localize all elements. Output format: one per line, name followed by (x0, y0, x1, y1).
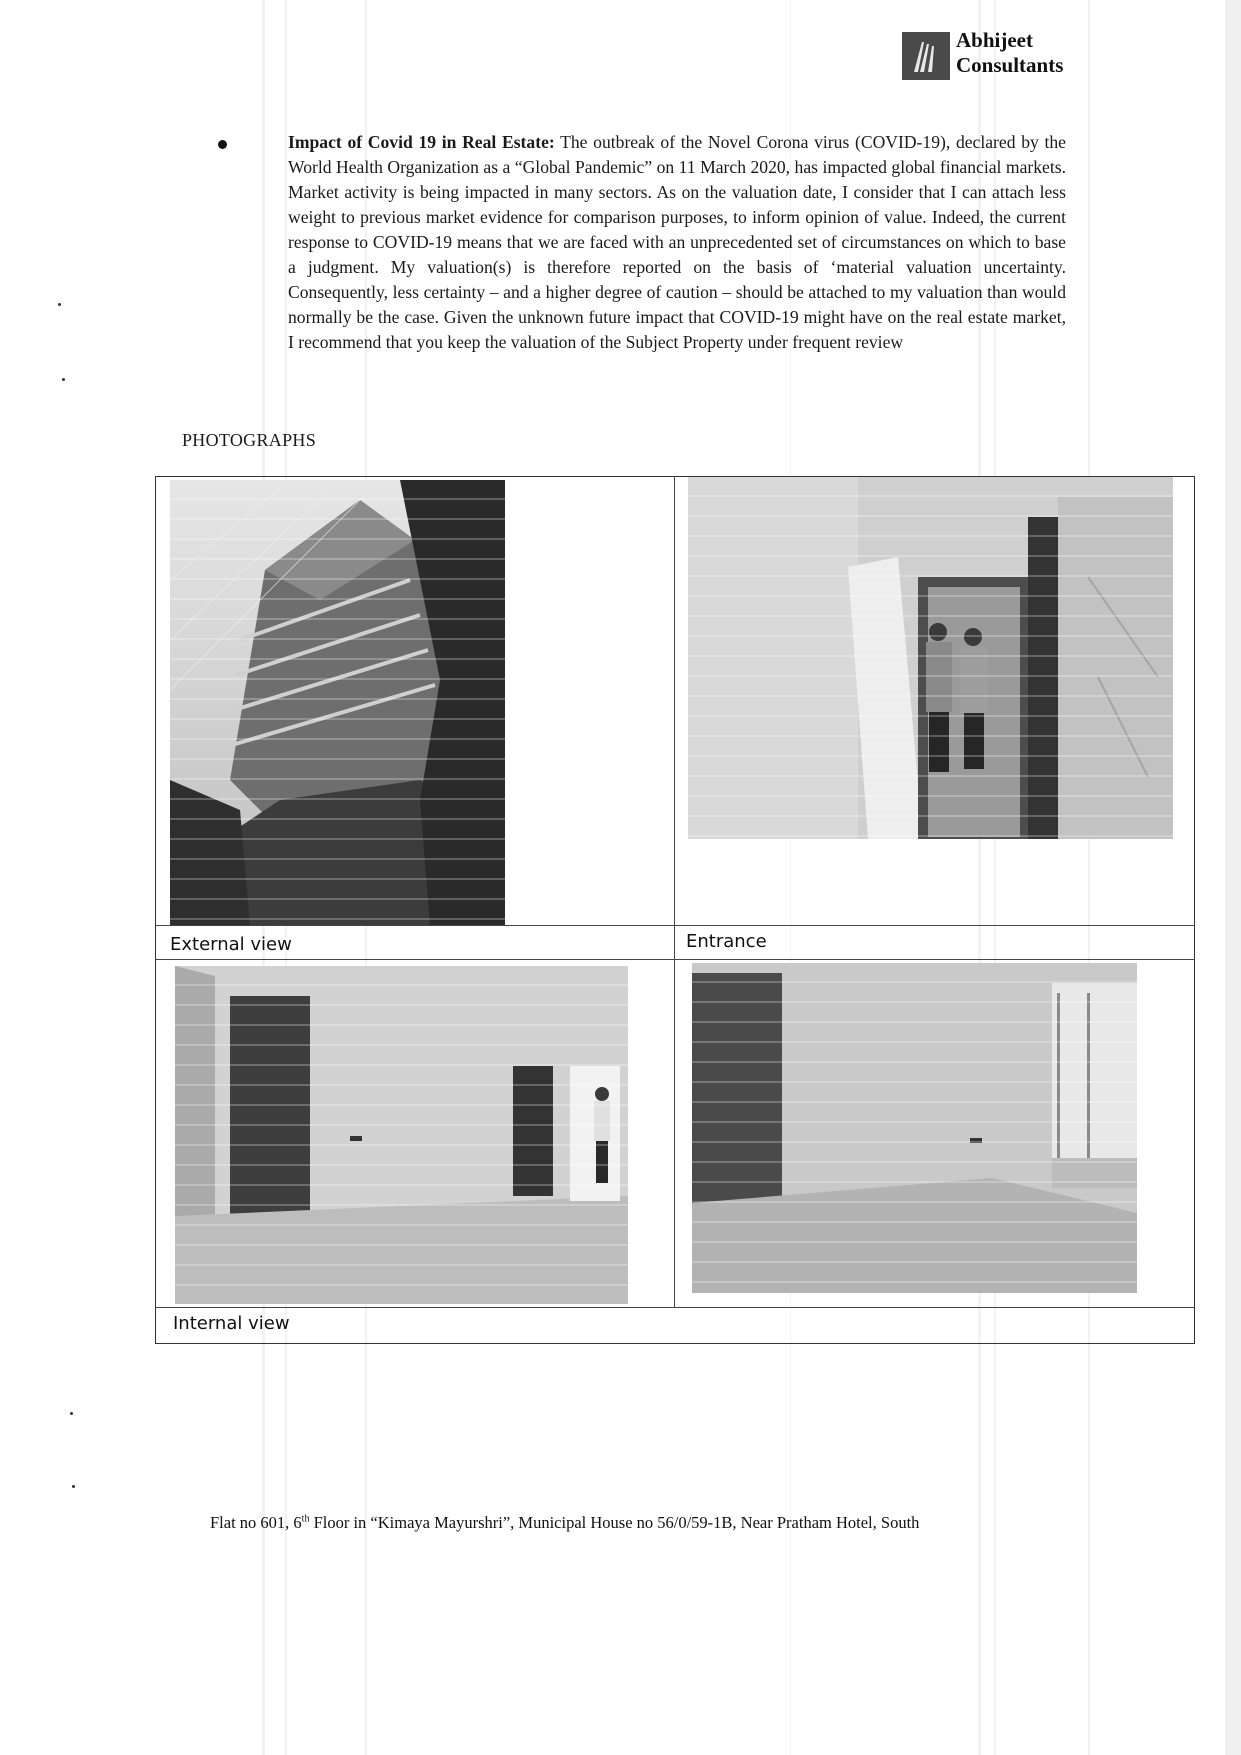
scan-streak (1225, 0, 1241, 1755)
company-logo (902, 28, 1063, 80)
caption-external-view: External view (170, 934, 292, 955)
entrance-photo (688, 477, 1173, 839)
internal-view-photo-1 (175, 966, 628, 1304)
footer-superscript: th (301, 1513, 310, 1525)
scan-speck (72, 1485, 75, 1488)
table-row-divider (155, 959, 1195, 960)
internal-view-photo-2 (692, 963, 1137, 1293)
table-column-divider (674, 476, 675, 1308)
footer-text-end: Floor in “Kimaya Mayurshri”, Municipal House no 56/0/59-1B, Near Pratham Hotel, South (309, 1513, 920, 1532)
bullet-point (218, 140, 227, 149)
company-name-line1: Abhijeet (956, 28, 1033, 52)
caption-entrance: Entrance (686, 931, 767, 952)
photographs-heading: PHOTOGRAPHS (182, 430, 317, 450)
table-row-divider (155, 1307, 1195, 1308)
footer-text-start: Flat no 601, 6 (210, 1513, 302, 1532)
company-name (956, 28, 1063, 78)
paragraph-body: The outbreak of the Novel Corona virus (COVID-19), declared by the World Health Organization as a “Global Pandemic” on 11 March 2020, has impacted global financial markets. Market activity is being impacted in many sectors. As on the valuation date, I consider that I can attach less weight to previous market evidence for comparison purposes, to inform opinion of value. Indeed, the current response to COVID-19 means that we are faced with an unprecedented set of circumstances on which to base a judgment. My valuation(s) is therefore reported on the basis of ‘material valuation uncertainty. Consequently, less certainty – and a higher degree of caution – should be attached to my valuation than would normally be the case. Given the unknown future impact that COVID-19 might have on the real estate market, I recommend that you keep the valuation of the Subject Property under frequent review (288, 132, 1066, 352)
paragraph-heading: Impact of Covid 19 in Real Estate: (288, 132, 555, 152)
company-name-line2: Consultants (956, 53, 1064, 77)
scan-speck (62, 378, 65, 381)
external-view-photo (170, 480, 505, 925)
table-row-divider (155, 925, 1195, 926)
property-address-footer (210, 1513, 919, 1533)
scan-speck (58, 303, 61, 306)
logo-mark-icon (902, 32, 950, 80)
covid-impact-paragraph (288, 130, 1066, 355)
scan-speck (70, 1412, 73, 1415)
caption-internal-view: Internal view (173, 1313, 290, 1334)
